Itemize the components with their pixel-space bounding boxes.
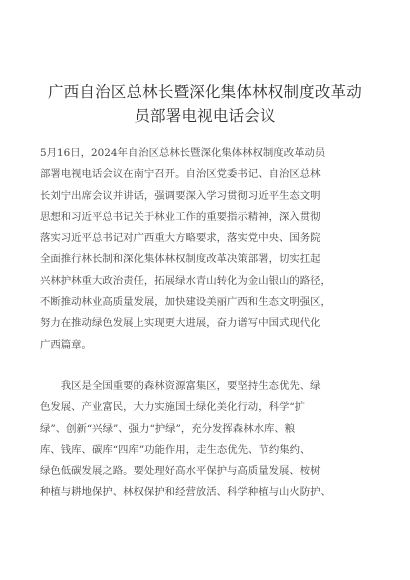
text-line: 我区是全国重要的森林资源富集区，要坚持生态优先、绿 bbox=[40, 380, 321, 392]
paragraph-1 bbox=[40, 143, 370, 356]
text-line: 绿”、创新“兴绿”、强力“护绿”，充分发挥森林水库、粮 bbox=[40, 422, 296, 435]
text-line: 长刘宁出席会议并讲话，强调要深入学习贯彻习近平生态文明 bbox=[40, 189, 321, 202]
text-line: 思想和习近平总书记关于林业工作的重要指示精神，深入贯彻 bbox=[40, 210, 321, 223]
paragraph-2 bbox=[40, 376, 370, 504]
text-line: 落实习近平总书记对广西重大方略要求，落实党中央、国务院 bbox=[40, 232, 321, 245]
document-title bbox=[40, 80, 370, 128]
text-line: 兴林护林重大政治责任，拓展绿水青山转化为金山银山的路径， bbox=[40, 274, 331, 287]
title-line: 员部署电视电话会议 bbox=[134, 107, 276, 125]
text-line: 全面推行林长制和深化集体林权制度改革决策部署，切实扛起 bbox=[40, 253, 321, 266]
text-line: 部署电视电话会议在南宁召开。自治区党委书记、自治区总林 bbox=[40, 168, 321, 181]
text-line: 库、钱库、碳库“四库”功能作用，走生态优先、节约集约、 bbox=[40, 443, 311, 456]
text-line: 绿色低碳发展之路。要处理好高水平保护与高质量发展、桉树 bbox=[40, 465, 321, 478]
text-line: 种植与耕地保护、林权保护和经营放活、科学种植与山火防护、 bbox=[40, 486, 331, 499]
title-line: 广西自治区总林长暨深化集体林权制度改革动 bbox=[47, 83, 362, 101]
text-line: 5月16日，2024年自治区总林长暨深化集体林权制度改革动员 bbox=[40, 147, 326, 159]
text-line: 不断推动林业高质量发展，加快建设美丽广西和生态文明强区， bbox=[40, 296, 331, 309]
text-line: 色发展、产业富民，大力实施国土绿化美化行动，科学“扩 bbox=[40, 401, 306, 414]
text-line: 广西篇章。 bbox=[40, 338, 92, 351]
text-line: 努力在推动绿色发展上实现更大进展，奋力谱写中国式现代化 bbox=[40, 317, 321, 330]
